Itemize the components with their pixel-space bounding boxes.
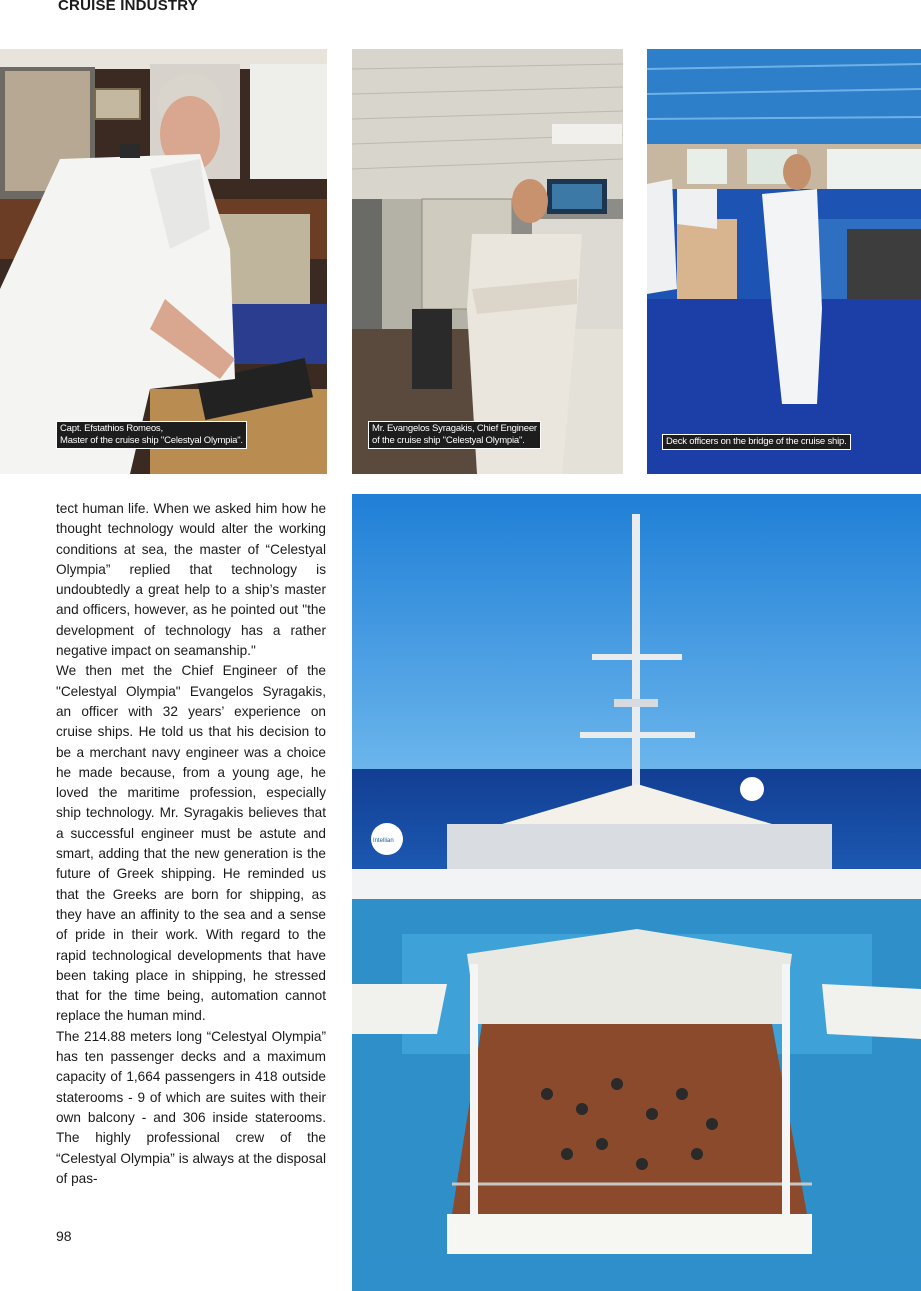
ship-deck-photo-image (352, 494, 921, 1291)
engineer-photo (352, 49, 623, 474)
bridge-photo-image (647, 49, 921, 474)
article-paragraph-1: tect human life. When we asked him how he thought technology would alter the working conditions at sea, the master of “Celestyal Olympia” replied that technology is undoubtedly a great help to a ship’s master and officers, however, as he pointed out "the development of technology has a rather negative impact on seamanship." (56, 501, 326, 659)
article-body (56, 499, 326, 1189)
bridge-photo (647, 49, 921, 474)
captain-caption-line-2: Master of the cruise ship "Celestyal Olympia". (60, 435, 243, 446)
ship-deck-photo (352, 494, 921, 1291)
engineer-photo-image (352, 49, 623, 474)
captain-caption-line-1: Capt. Efstathios Romeos, (60, 423, 163, 434)
bridge-caption (662, 434, 851, 450)
captain-photo (0, 49, 327, 474)
section-header: CRUISE INDUSTRY (58, 0, 198, 14)
article-paragraph-3: The 214.88 meters long “Celestyal Olympia” has ten passenger decks and a maximum capacity of 1,664 passengers in 418 outside staterooms - 9 of which are suites with their own balcony - and 306 inside staterooms. The highly professional crew of the “Celestyal Olympia” is always at the disposal of pas- (56, 1028, 326, 1186)
dome-label: Intellian (373, 838, 394, 844)
engineer-caption-line-1: Mr. Evangelos Syragakis, Chief Engineer (372, 423, 537, 434)
engineer-caption (368, 421, 541, 449)
captain-caption (56, 421, 247, 449)
article-paragraph-2: We then met the Chief Engineer of the "Celestyal Olympia" Evangelos Syragakis, an officer with 32 years’ experience on cruise ships. He told us that his decision to be a merchant navy engineer was a choice he made because, from a young age, he loved the maritime profession, especially ship technology. Mr. Syragakis believes that a successful engineer must be astute and smart, adding that the new generation is the future of Greek shipping. He reminded us that the Greeks are born for shipping, as they have an affinity to the sea and a sense of pride in their work. With regard to the rapid technological developments that have been taking place in shipping, he stressed that for the time being, automation cannot replace the human mind. (56, 663, 326, 1024)
captain-photo-image (0, 49, 327, 474)
bridge-caption-line-1: Deck officers on the bridge of the cruise ship. (666, 436, 847, 447)
page-number: 98 (56, 1228, 72, 1244)
engineer-caption-line-2: of the cruise ship "Celestyal Olympia". (372, 435, 525, 446)
